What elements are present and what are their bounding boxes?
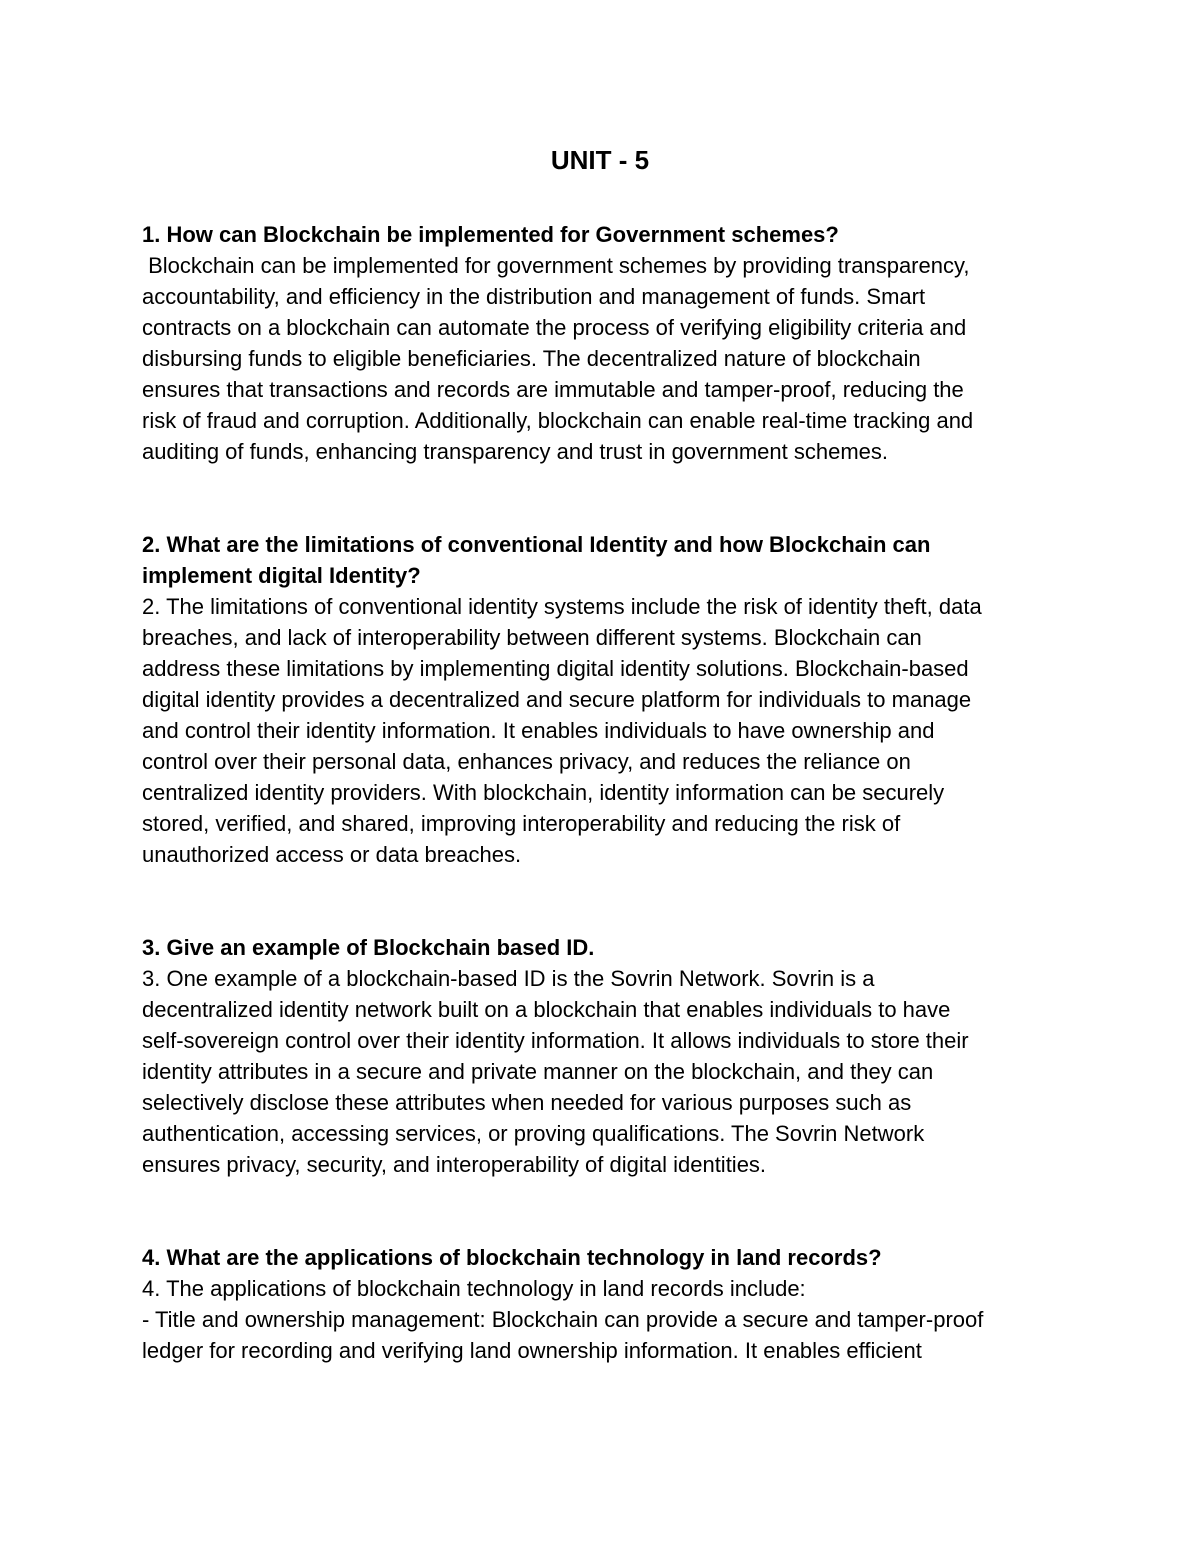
answer-2 — [142, 591, 1072, 870]
answer-line: 4. The applications of blockchain technology in land records include: — [142, 1276, 806, 1301]
answer-1 — [142, 250, 1072, 467]
answer-4 — [142, 1273, 1072, 1366]
answer-line: digital identity provides a decentralized and secure platform for individuals to manage — [142, 687, 972, 712]
answer-line: breaches, and lack of interoperability between different systems. Blockchain can — [142, 625, 922, 650]
answer-line: Blockchain can be implemented for government schemes by providing transparency, — [142, 253, 970, 278]
question-line: 3. Give an example of Blockchain based ID. — [142, 935, 595, 960]
answer-line: identity attributes in a secure and private manner on the blockchain, and they can — [142, 1059, 934, 1084]
document-body — [142, 219, 1072, 1366]
answer-line: self-sovereign control over their identity information. It allows individuals to store their — [142, 1028, 969, 1053]
answer-line: 3. One example of a blockchain-based ID is the Sovrin Network. Sovrin is a — [142, 966, 875, 991]
answer-line: auditing of funds, enhancing transparency and trust in government schemes. — [142, 439, 889, 464]
question-4 — [142, 1242, 1072, 1273]
question-line: implement digital Identity? — [142, 563, 421, 588]
answer-line: unauthorized access or data breaches. — [142, 842, 522, 867]
answer-line: accountability, and efficiency in the distribution and management of funds. Smart — [142, 284, 926, 309]
question-line: 2. What are the limitations of conventional Identity and how Blockchain can — [142, 532, 931, 557]
question-2 — [142, 529, 1072, 591]
section-1 — [142, 219, 1072, 467]
answer-line: and control their identity information. It enables individuals to have ownership and — [142, 718, 935, 743]
answer-line: authentication, accessing services, or proving qualifications. The Sovrin Network — [142, 1121, 925, 1146]
answer-line: disbursing funds to eligible beneficiaries. The decentralized nature of blockchain — [142, 346, 921, 371]
answer-line: ensures privacy, security, and interoperability of digital identities. — [142, 1152, 767, 1177]
answer-line: ledger for recording and verifying land ownership information. It enables efficient — [142, 1338, 922, 1363]
question-3 — [142, 932, 1072, 963]
answer-3 — [142, 963, 1072, 1180]
question-line: 1. How can Blockchain be implemented for Government schemes? — [142, 222, 839, 247]
question-line: 4. What are the applications of blockchain technology in land records? — [142, 1245, 882, 1270]
answer-line: - Title and ownership management: Blockchain can provide a secure and tamper-proof — [142, 1307, 984, 1332]
question-1 — [142, 219, 1072, 250]
answer-line: address these limitations by implementing digital identity solutions. Blockchain-based — [142, 656, 969, 681]
section-2 — [142, 529, 1072, 870]
answer-line: control over their personal data, enhances privacy, and reduces the reliance on — [142, 749, 911, 774]
answer-line: ensures that transactions and records are immutable and tamper-proof, reducing the — [142, 377, 964, 402]
section-4 — [142, 1242, 1072, 1366]
answer-line: contracts on a blockchain can automate the process of verifying eligibility criteria and — [142, 315, 967, 340]
page-title: UNIT - 5 — [550, 145, 650, 175]
answer-line: selectively disclose these attributes when needed for various purposes such as — [142, 1090, 912, 1115]
answer-line: 2. The limitations of conventional identity systems include the risk of identity theft, data — [142, 594, 982, 619]
answer-line: decentralized identity network built on a blockchain that enables individuals to have — [142, 997, 951, 1022]
section-3 — [142, 932, 1072, 1180]
answer-line: stored, verified, and shared, improving interoperability and reducing the risk of — [142, 811, 901, 836]
answer-line: centralized identity providers. With blockchain, identity information can be securely — [142, 780, 945, 805]
answer-line: risk of fraud and corruption. Additionally, blockchain can enable real-time tracking and — [142, 408, 974, 433]
